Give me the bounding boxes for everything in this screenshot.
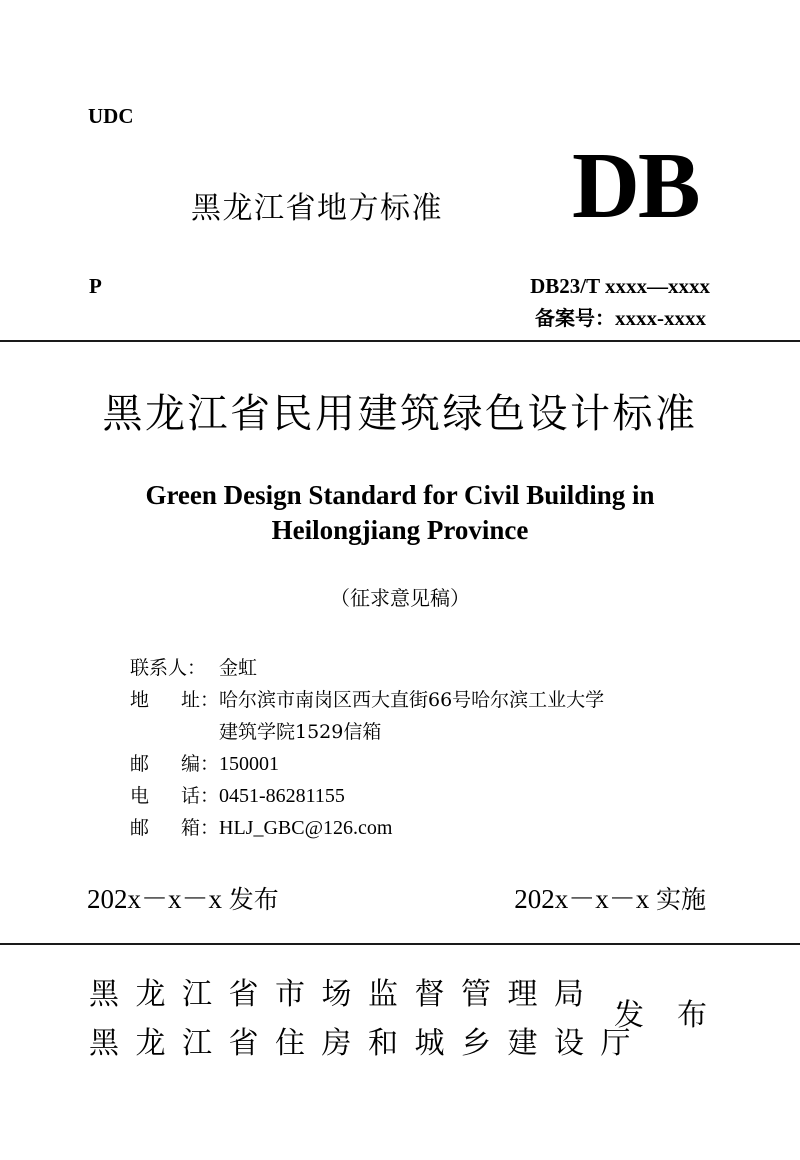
label-colon: ： — [199, 817, 219, 839]
effective-label: 实施 — [655, 885, 706, 914]
contact-label — [130, 780, 219, 812]
contact-row-phone — [130, 780, 604, 812]
standard-number: DB23/T xxxx—xxxx — [530, 274, 710, 298]
filing-label: 备案号： — [535, 306, 615, 330]
postcode-value: 150001 — [219, 753, 279, 775]
effective-date-line — [514, 882, 706, 917]
issuing-authorities — [89, 970, 647, 1068]
phone-value: 0451-86281155 — [219, 785, 345, 807]
top-divider — [0, 340, 800, 342]
label-char-b: 编 — [180, 753, 200, 775]
label-colon: ： — [199, 689, 219, 711]
label-colon: ： — [199, 785, 219, 807]
label-char-a: 电 — [130, 785, 150, 807]
draft-status: （征求意见稿） — [330, 586, 470, 610]
contact-row-postcode — [130, 748, 604, 780]
label-char-b: 话 — [180, 785, 200, 807]
label-char-a: 邮 — [130, 817, 150, 839]
contact-row-address-cont — [130, 716, 604, 748]
address-value: 哈尔滨市南岗区西大直街66号哈尔滨工业大学 — [219, 689, 605, 711]
publish-label: 发布 — [614, 998, 740, 1033]
issue-date-line — [87, 882, 279, 917]
classification-code: P — [89, 274, 102, 298]
contact-row-person — [130, 652, 604, 684]
contact-row-address — [130, 684, 604, 716]
filing-number-line — [535, 306, 706, 330]
db-mark: DB — [572, 134, 699, 238]
issuer-line2: 黑龙江省住房和城乡建设厅 — [89, 1026, 647, 1061]
label-char-a: 地 — [130, 689, 150, 711]
local-standard-label: 黑龙江省地方标准 — [191, 191, 443, 226]
issuer-line1: 黑龙江省市场监督管理局 — [89, 977, 601, 1012]
contact-row-email — [130, 812, 604, 844]
label-colon: ： — [199, 753, 219, 775]
bottom-divider — [0, 943, 800, 945]
contact-person-value: 金虹 — [219, 657, 258, 679]
title-english — [0, 478, 800, 548]
email-value: HLJ_GBC@126.com — [219, 817, 393, 839]
effective-date: 202x－x－x — [514, 884, 650, 914]
contact-label — [130, 812, 219, 844]
title-chinese: 黑龙江省民用建筑绿色设计标准 — [102, 391, 698, 437]
filing-number: xxxx-xxxx — [615, 306, 706, 330]
contact-label — [130, 684, 219, 716]
label-char-b: 址 — [180, 689, 200, 711]
title-english-line2: Heilongjiang Province — [271, 515, 529, 545]
label-colon: ： — [187, 657, 207, 679]
contact-block — [130, 652, 604, 844]
title-english-line1: Green Design Standard for Civil Building in — [145, 480, 655, 510]
address-value-cont: 建筑学院1529信箱 — [219, 721, 382, 743]
contact-label — [130, 748, 219, 780]
udc-label: UDC — [88, 104, 134, 128]
issue-label: 发布 — [228, 885, 279, 914]
label-char-a: 邮 — [130, 753, 150, 775]
issue-date: 202x－x－x — [87, 884, 222, 914]
label-char-b: 箱 — [180, 817, 200, 839]
contact-label — [130, 652, 219, 684]
label-text: 联系人 — [130, 657, 188, 679]
